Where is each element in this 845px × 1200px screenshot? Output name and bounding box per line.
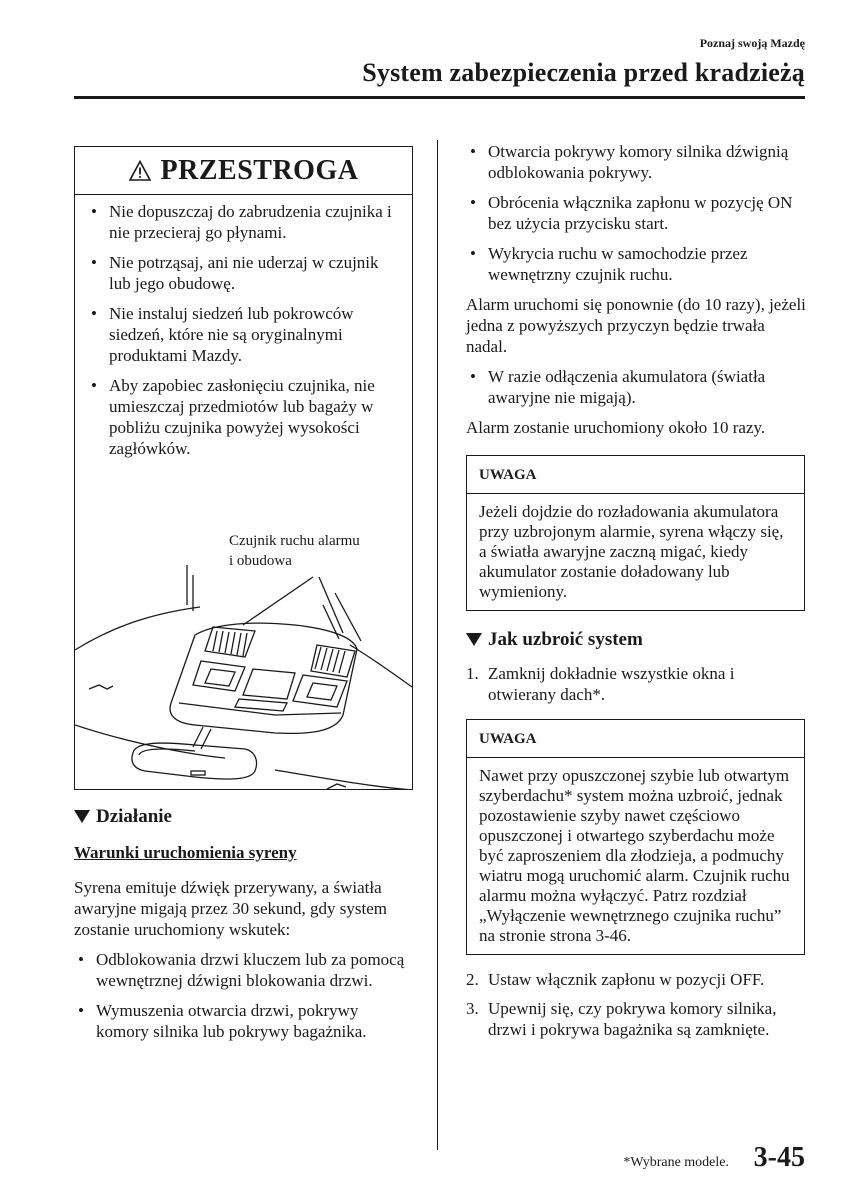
caution-body bbox=[75, 195, 412, 789]
step-text: Ustaw włącznik zapłonu w pozycji OFF. bbox=[488, 970, 765, 989]
battery-list bbox=[466, 366, 806, 408]
page-number: 3-45 bbox=[753, 1142, 805, 1173]
siren-conditions-subheading: Warunki uruchomienia syreny bbox=[74, 843, 297, 862]
arm-heading-text: Jak uzbroić system bbox=[488, 629, 643, 650]
arm-steps-2 bbox=[466, 969, 806, 1040]
column-divider bbox=[437, 140, 438, 1150]
step-item bbox=[466, 998, 806, 1040]
step-number: 3. bbox=[466, 999, 479, 1018]
warning-triangle-icon bbox=[129, 160, 151, 182]
note-header: UWAGA bbox=[467, 456, 804, 494]
section-triangle-icon bbox=[466, 633, 482, 646]
note-header: UWAGA bbox=[467, 720, 804, 758]
caution-item: • Aby zapobiec zasłonięciu czujnika, nie umieszczaj przedmiotów lub bagaży w pobliżu czujnika powyżej wysokości zagłówków. bbox=[87, 375, 402, 459]
trigger-list bbox=[466, 141, 806, 285]
note-body: Nawet przy opuszczonej szybie lub otwartym szyberdachu* system można uzbroić, jednak pozostawienie szyby nawet częściowo opuszczonej i otwartego szyberdachu może być zaproszeniem dla złodzieja, a podmuchy wiatru mogą uruchomić alarm. Czujnik ruchu alarmu można wyłączyć. Patrz rozdział „Wyłączenie wewnętrznego czujnika ruchu” na stronie strona 3-46. bbox=[479, 766, 790, 945]
operation-intro: Syrena emituje dźwięk przerywany, a światła awaryjne migają przez 30 sekund, gdy system zostanie uruchomiony wskutek: bbox=[74, 878, 387, 939]
alarm-count-paragraph: Alarm zostanie uruchomiony około 10 razy. bbox=[466, 418, 766, 437]
operation-item: • Wymuszenia otwarcia drzwi, pokrywy komory silnika lub pokrywy bagażnika. bbox=[74, 1000, 414, 1042]
operation-list bbox=[74, 949, 414, 1042]
step-number: 2. bbox=[466, 970, 479, 989]
caution-box bbox=[74, 146, 413, 790]
battery-item: • W razie odłączenia akumulatora (światła awaryjne nie migają). bbox=[466, 366, 806, 408]
step-number: 1. bbox=[466, 664, 479, 683]
step-item bbox=[466, 969, 806, 990]
operation-heading-text: Działanie bbox=[96, 806, 172, 827]
operation-item: • Odblokowania drzwi kluczem lub za pomocą wewnętrznej dźwigni blokowania drzwi. bbox=[74, 949, 414, 991]
arm-heading bbox=[466, 629, 806, 650]
operation-heading bbox=[74, 806, 414, 827]
section-triangle-icon bbox=[74, 810, 90, 823]
note-box-window bbox=[466, 719, 805, 955]
header-rule bbox=[74, 96, 805, 99]
page-title: System zabezpieczenia przed kradzieżą bbox=[362, 58, 805, 87]
arm-steps-1 bbox=[466, 663, 806, 705]
figure-callout-line-1: Czujnik ruchu alarmu bbox=[229, 533, 360, 549]
caution-list bbox=[87, 201, 402, 459]
section-label: Poznaj swoją Mazdę bbox=[699, 36, 805, 50]
step-text: Upewnij się, czy pokrywa komory silnika, drzwi i pokrywa bagażnika są zamknięte. bbox=[488, 999, 777, 1039]
step-text: Zamknij dokładnie wszystkie okna i otwierany dach*. bbox=[488, 664, 735, 704]
step-item bbox=[466, 663, 806, 705]
caution-item: • Nie potrząsaj, ani nie uderzaj w czujnik lub jego obudowę. bbox=[87, 252, 402, 294]
caution-header bbox=[75, 147, 412, 195]
caution-item: • Nie dopuszczaj do zabrudzenia czujnika i nie przecieraj go płynami. bbox=[87, 201, 402, 243]
note-body: Jeżeli dojdzie do rozładowania akumulatora przy uzbrojonym alarmie, syrena włączy się, a światła awaryjne zaczną migać, kiedy akumulator zostanie doładowany lub wymieniony. bbox=[479, 502, 784, 601]
left-column bbox=[74, 146, 414, 1051]
footnote: *Wybrane modele. bbox=[623, 1155, 729, 1170]
trigger-item: • Obrócenia włącznika zapłonu w pozycję ON bez użycia przycisku start. bbox=[466, 192, 806, 234]
note-box-battery bbox=[466, 455, 805, 611]
overhead-console-illustration bbox=[75, 565, 412, 790]
figure-callout-line-2: i obudowa bbox=[229, 553, 292, 569]
trigger-item: • Wykrycia ruchu w samochodzie przez wewnętrzny czujnik ruchu. bbox=[466, 243, 806, 285]
caution-title: PRZESTROGA bbox=[160, 155, 359, 186]
right-column bbox=[466, 141, 806, 1048]
repeat-paragraph: Alarm uruchomi się ponownie (do 10 razy), jeżeli jedna z powyższych przyczyn będzie trwała nadal. bbox=[466, 295, 806, 356]
trigger-item: • Otwarcia pokrywy komory silnika dźwignią odblokowania pokrywy. bbox=[466, 141, 806, 183]
caution-item: • Nie instaluj siedzeń lub pokrowców siedzeń, które nie są oryginalnymi produktami Mazdy. bbox=[87, 303, 402, 366]
